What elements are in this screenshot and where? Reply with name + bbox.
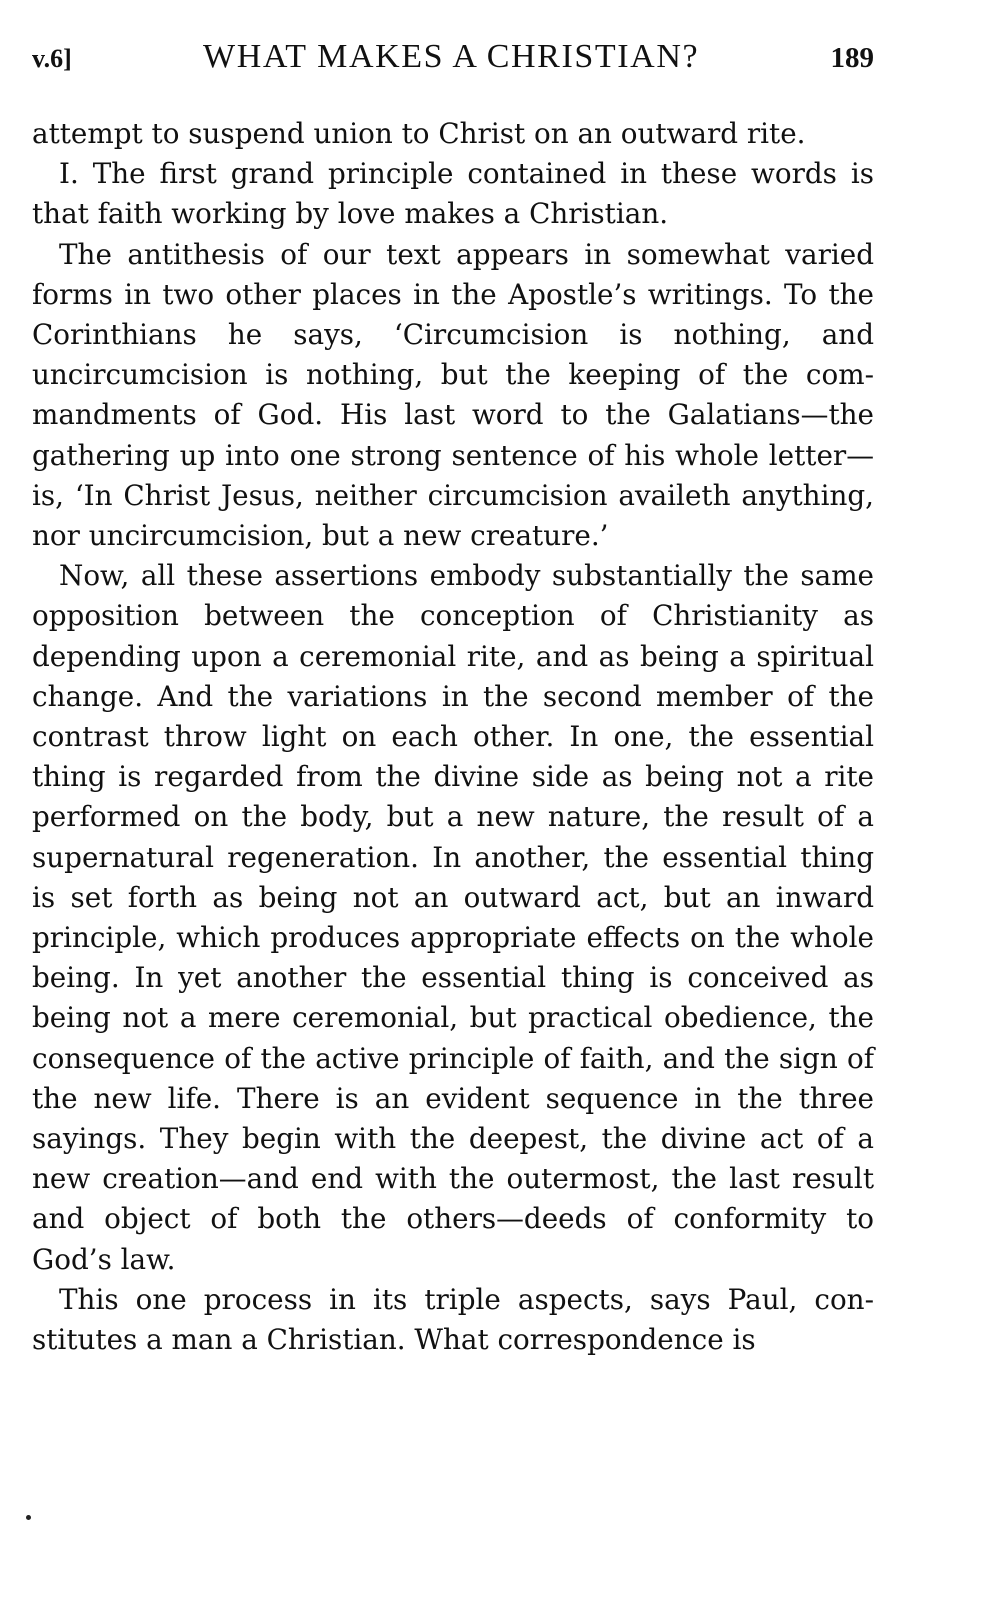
paragraph-antithesis: The antithesis of our text appears in somewhat varied forms in two other places in the Apostle’s writings. To the Corinthians he says, ‘Circumcision is nothing, and uncircumcision is nothing, but the keeping of the commandments of God. His last word to the Galatians—the gathering up into one strong sentence of his whole letter—is, ‘In Christ Jesus, neither circumcision availeth anything, nor uncircumcision, but a new creature.’: [32, 237, 874, 553]
page-title: WHAT MAKES A CHRISTIAN?: [203, 38, 700, 75]
paragraph-first-principle: I. The first grand principle contained in these words is that faith working by love makes a Christian.: [32, 157, 874, 231]
page-number: 189: [830, 42, 874, 74]
chapter-verse-reference: v.6]: [32, 44, 72, 73]
paragraph-assertions: Now, all these assertions embody substantially the same opposition between the conception of Christianity as depending upon a ceremonial rite, and as being a spiritual change. And the variations in the second member of the contrast throw light on each other. In one, the essential thing is regarded from the divine side as being not a rite performed on the body, but a new nature, the result of a supernatural regeneration. In another, the essential thing is set forth as being not an outward act, but an inward principle, which produces appropriate effects on the whole being. In yet another the essential thing is conceived as being not a mere ceremonial, but practical obedience, the consequence of the active principle of faith, and the sign of the new life. There is an evident sequence in the three sayings. They begin with the deepest, the divine act of a new creation—and end with the outermost, the last result and object of both the others—deeds of conformity to God’s law.: [32, 559, 874, 1276]
print-speck: [26, 1515, 31, 1520]
paragraph-triple-aspects: This one process in its triple aspects, says Paul, constitutes a man a Christian. What correspondence is: [32, 1282, 874, 1357]
running-head: [32, 38, 874, 94]
book-page: [32, 38, 874, 1360]
body-text: [32, 114, 874, 1360]
paragraph-continuation: attempt to suspend union to Christ on an outward rite.: [32, 117, 806, 150]
